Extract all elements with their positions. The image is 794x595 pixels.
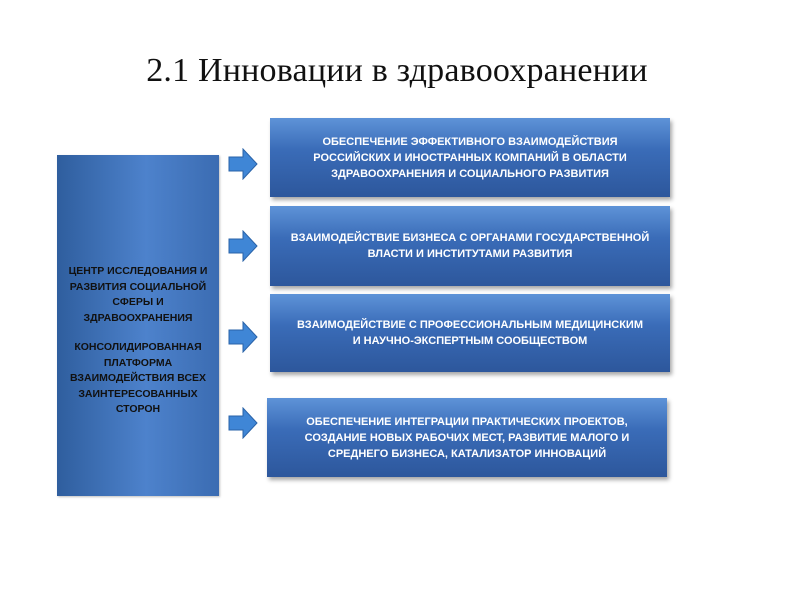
goal-box-integration [267, 398, 667, 477]
goal-text: ВЗАИМОДЕЙСТВИЕ БИЗНЕСА С ОРГАНАМИ ГОСУДАРСТВЕННОЙ ВЛАСТИ И ИНСТИТУТАМИ РАЗВИТИЯ [290, 232, 650, 260]
page-title: 2.1 Инновации в здравоохранении [146, 52, 648, 89]
center-panel [57, 155, 219, 496]
goal-text: ОБЕСПЕЧЕНИЕ ИНТЕГРАЦИИ ПРАКТИЧЕСКИХ ПРОЕКТОВ, СОЗДАНИЕ НОВЫХ РАБОЧИХ МЕСТ, РАЗВИТИЕ МАЛОГО И СРЕДНЕГО БИЗНЕСА, КАТАЛИЗАТОР ИННОВАЦИЙ [304, 415, 630, 460]
arrow-right-icon [228, 321, 258, 353]
arrow-right-icon [228, 407, 258, 439]
goal-box-professional [270, 294, 670, 372]
goal-text: ВЗАИМОДЕЙСТВИЕ С ПРОФЕССИОНАЛЬНЫМ МЕДИЦИНСКИМ И НАУЧНО-ЭКСПЕРТНЫМ СООБЩЕСТВОМ [297, 319, 643, 347]
goal-box-cooperation [270, 118, 670, 197]
platform-description-label: КОНСОЛИДИРОВАННАЯ ПЛАТФОРМА ВЗАИМОДЕЙСТВИЯ ВСЕХ ЗАИНТЕРЕСОВАННЫХ СТОРОН [69, 341, 207, 415]
goal-box-government [270, 206, 670, 286]
goal-text: ОБЕСПЕЧЕНИЕ ЭФФЕКТИВНОГО ВЗАИМОДЕЙСТВИЯ РОССИЙСКИХ И ИНОСТРАННЫХ КОМПАНИЙ В ОБЛАСТИ ЗДРАВООХРАНЕНИЯ И СОЦИАЛЬНОГО РАЗВИТИЯ [313, 135, 627, 180]
center-name-label: ЦЕНТР ИССЛЕДОВАНИЯ И РАЗВИТИЯ СОЦИАЛЬНОЙ СФЕРЫ И ЗДРАВООХРАНЕНИЯ [68, 265, 208, 324]
arrow-right-icon [228, 148, 258, 180]
arrow-right-icon [228, 230, 258, 262]
